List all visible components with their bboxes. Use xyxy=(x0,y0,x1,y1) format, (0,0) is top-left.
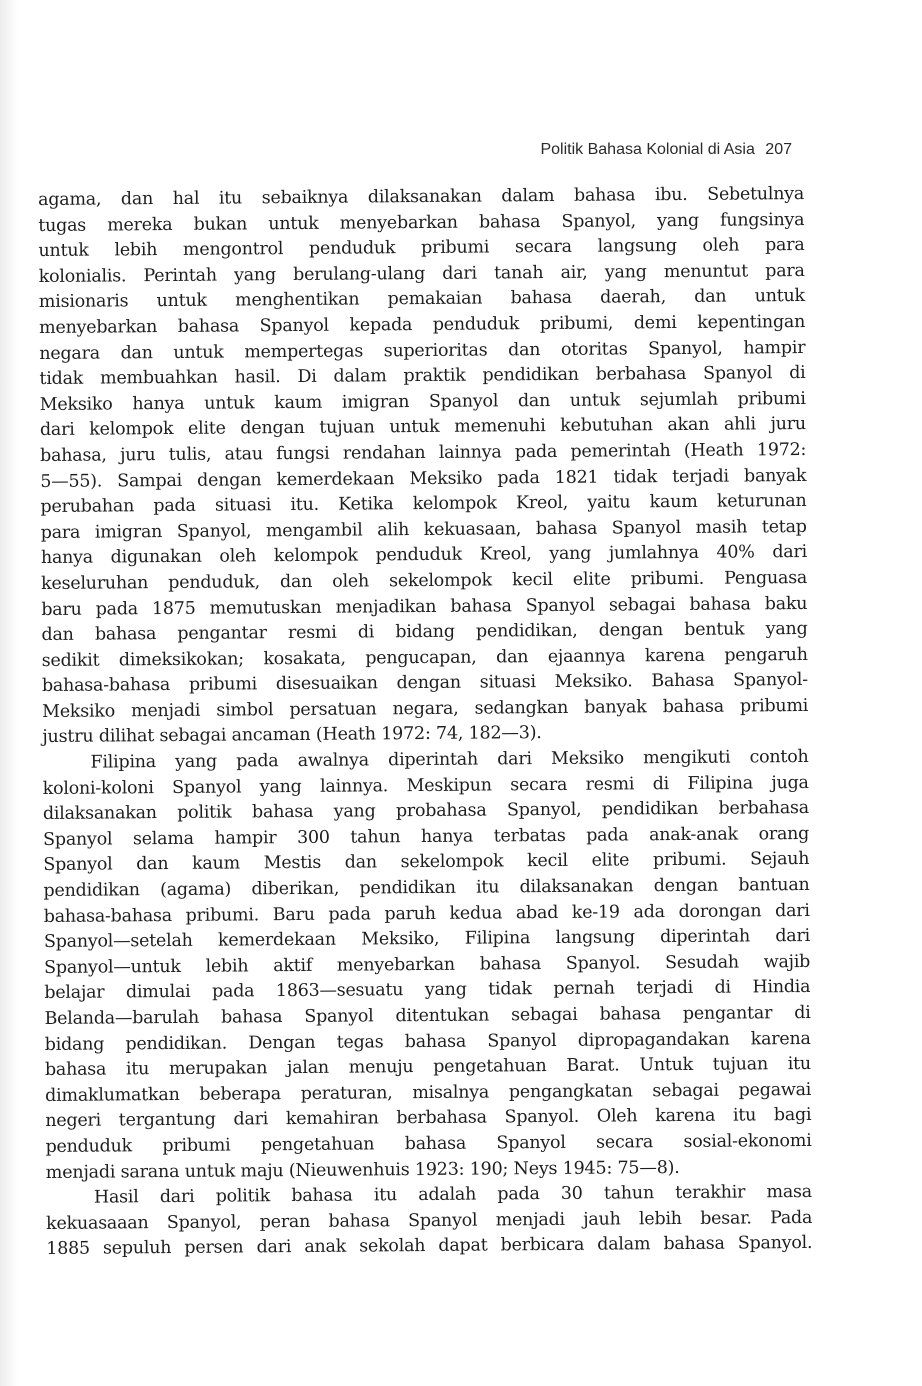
text-line: penduduk pribumi pengetahuan bahasa Spanyol secara sosial-ekonomi xyxy=(45,1130,812,1157)
running-title: Politik Bahasa Kolonial di Asia xyxy=(540,141,755,158)
text-line: Belanda—barulah bahasa Spanyol ditentukan sebagai bahasa pengantar di xyxy=(44,1002,811,1029)
text-line: Meksiko hanya untuk kaum imigran Spanyol dan untuk sejumlah pribumi xyxy=(39,388,806,415)
page-number: 207 xyxy=(765,141,792,158)
text-line: dari kelompok elite dengan tujuan untuk memenuhi kebutuhan akan ahli juru xyxy=(39,414,806,441)
text-line: bahasa, juru tulis, atau fungsi rendahan lainnya pada pemerintah (Heath 1972: xyxy=(40,439,807,466)
text-line: dimaklumatkan beberapa peraturan, misalnya pengangkatan sebagai pegawai xyxy=(45,1079,812,1106)
text-line: koloni-koloni Spanyol yang lainnya. Meskipun secara resmi di Filipina juga xyxy=(42,772,809,799)
text-line: tugas mereka bukan untuk menyebarkan bahasa Spanyol, yang fungsinya xyxy=(38,209,805,236)
text-line: kekuasaaan Spanyol, peran bahasa Spanyol menjadi jauh lebih besar. Pada xyxy=(46,1207,813,1234)
text-line: para imigran Spanyol, mengambil alih kekuasaan, bahasa Spanyol masih tetap xyxy=(40,516,807,543)
text-line: sedikit dimeksikokan; kosakata, pengucapan, dan ejaannya karena pengaruh xyxy=(41,644,808,671)
page-edge-shadow xyxy=(0,0,18,1386)
text-line: dan bahasa pengantar resmi di bidang pendidikan, dengan bentuk yang xyxy=(41,619,808,646)
text-line: bahasa-bahasa pribumi. Baru pada paruh kedua abad ke-19 ada dorongan dari xyxy=(43,900,810,927)
text-line: tidak membuahkan hasil. Di dalam praktik pendidikan berbahasa Spanyol di xyxy=(39,363,806,390)
text-line: Spanyol—untuk lebih aktif menyebarkan bahasa Spanyol. Sesudah wajib xyxy=(44,951,811,978)
text-line: negeri tergantung dari kemahiran berbahasa Spanyol. Oleh karena itu bagi xyxy=(45,1105,812,1132)
text-line: Meksiko menjadi simbol persatuan negara, sedangkan banyak bahasa pribumi xyxy=(42,695,809,722)
text-line: hanya digunakan oleh kelompok penduduk Kreol, yang jumlahnya 40% dari xyxy=(40,542,807,569)
text-line: Spanyol—setelah kemerdekaan Meksiko, Filipina langsung diperintah dari xyxy=(43,926,810,953)
paragraph-last-line: justru dilihat sebagai ancaman (Heath 1972: 74, 182—3). xyxy=(42,723,542,748)
text-line: 1885 sepuluh persen dari anak sekolah dapat berbicara dalam bahasa Spanyol. xyxy=(46,1233,813,1260)
paragraph-last-line: menjadi sarana untuk maju (Nieuwenhuis 1923: 190; Neys 1945: 75—8). xyxy=(45,1157,680,1183)
text-line: kolonialis. Perintah yang berulang-ulang dari tanah air, yang menuntut para xyxy=(38,260,805,287)
running-header xyxy=(540,141,792,159)
text-line: baru pada 1875 memutuskan menjadikan bahasa Spanyol sebagai bahasa baku xyxy=(41,593,808,620)
text-line: misionaris untuk menghentikan pemakaian bahasa daerah, dan untuk xyxy=(38,286,805,313)
text-line: bidang pendidikan. Dengan tegas bahasa Spanyol dipropagandakan karena xyxy=(44,1028,811,1055)
text-line: menyebarkan bahasa Spanyol kepada penduduk pribumi, demi kepentingan xyxy=(39,311,806,338)
text-line: perubahan pada situasi itu. Ketika kelompok Kreol, yaitu kaum keturunan xyxy=(40,491,807,518)
text-line: Spanyol dan kaum Mestis dan sekelompok kecil elite pribumi. Sejauh xyxy=(43,849,810,876)
paragraph-first-line: Filipina yang pada awalnya diperintah dari Meksiko mengikuti contoh xyxy=(90,747,809,773)
text-line: bahasa itu merupakan jalan menuju pengetahuan Barat. Untuk tujuan itu xyxy=(44,1054,811,1081)
text-line: dilaksanakan politik bahasa yang probahasa Spanyol, pendidikan berbahasa xyxy=(42,798,809,825)
text-line: pendidikan (agama) diberikan, pendidikan itu dilaksanakan dengan bantuan xyxy=(43,874,810,902)
text-line: agama, dan hal itu sebaiknya dilaksanakan dalam bahasa ibu. Sebetulnya xyxy=(38,183,805,210)
text-line: Spanyol selama hampir 300 tahun hanya terbatas pada anak-anak orang xyxy=(43,823,810,850)
body-text xyxy=(38,182,812,1263)
text-line: keseluruhan penduduk, dan oleh sekelompok kecil elite pribumi. Penguasa xyxy=(41,567,808,594)
text-line: negara dan untuk mempertegas superioritas dan otoritas Spanyol, hampir xyxy=(39,337,806,364)
paragraph-first-line: Hasil dari politik bahasa itu adalah pada 30 tahun terakhir masa xyxy=(93,1182,812,1208)
text-line: bahasa-bahasa pribumi disesuaikan dengan situasi Meksiko. Bahasa Spanyol- xyxy=(41,670,808,697)
text-line: untuk lebih mengontrol penduduk pribumi secara langsung oleh para xyxy=(38,235,805,262)
text-line: 5—55). Sampai dengan kemerdekaan Meksiko pada 1821 tidak terjadi banyak xyxy=(40,465,807,492)
text-line: belajar dimulai pada 1863—sesuatu yang tidak pernah terjadi di Hindia xyxy=(44,977,811,1004)
